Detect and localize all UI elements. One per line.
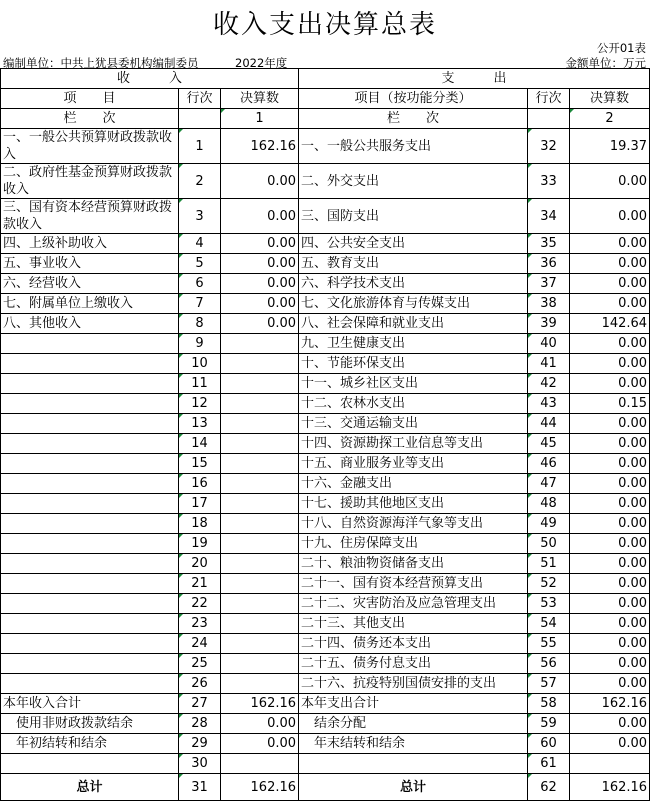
expense-column-number: 2 [570, 109, 650, 129]
expense-item-cell: 二十二、灾害防治及应急管理支出 [299, 594, 528, 614]
expense-item-cell: 七、文化旅游体育与传媒支出 [299, 294, 528, 314]
income-item-cell [1, 754, 179, 774]
income-item-cell [1, 454, 179, 474]
expense-item-cell: 二十、粮油物资储备支出 [299, 554, 528, 574]
income-item-cell [1, 394, 179, 414]
expense-item-cell: 二十四、债务还本支出 [299, 634, 528, 654]
expense-amount-cell: 0.00 [570, 534, 650, 554]
income-item-cell [1, 514, 179, 534]
table-row [1, 634, 650, 654]
expense-amount-header: 决算数 [570, 89, 650, 109]
table-row [1, 494, 650, 514]
expense-amount-cell: 0.00 [570, 474, 650, 494]
income-rowno-cell: 15 [179, 454, 221, 474]
expense-rowno-cell: 54 [528, 614, 570, 634]
income-total-rowno: 31 [179, 774, 221, 801]
expense-amount-cell: 0.00 [570, 374, 650, 394]
table-row [1, 394, 650, 414]
expense-rowno-cell: 34 [528, 199, 570, 234]
expense-amount-cell: 142.64 [570, 314, 650, 334]
expense-rowno-cell: 35 [528, 234, 570, 254]
income-rowno-cell: 27 [179, 694, 221, 714]
income-item-cell: 使用非财政拨款结余 [1, 714, 179, 734]
expense-header: 支 出 [299, 69, 650, 89]
table-row [1, 594, 650, 614]
income-lanci-rowno [179, 109, 221, 129]
income-rowno-cell: 6 [179, 274, 221, 294]
income-rowno-cell: 16 [179, 474, 221, 494]
expense-amount-cell: 0.00 [570, 274, 650, 294]
income-rowno-cell: 13 [179, 414, 221, 434]
income-amount-cell [221, 634, 299, 654]
expense-item-cell [299, 754, 528, 774]
income-rowno-cell: 18 [179, 514, 221, 534]
table-row [1, 334, 650, 354]
expense-amount-cell: 19.37 [570, 129, 650, 164]
income-amount-cell [221, 354, 299, 374]
income-total-label: 总计 [1, 774, 179, 801]
income-rowno-cell: 20 [179, 554, 221, 574]
income-rowno-cell: 21 [179, 574, 221, 594]
income-amount-cell: 0.00 [221, 199, 299, 234]
expense-amount-cell: 0.00 [570, 594, 650, 614]
income-rowno-cell: 1 [179, 129, 221, 164]
expense-rowno-cell: 42 [528, 374, 570, 394]
income-rowno-cell: 28 [179, 714, 221, 734]
income-column-number: 1 [221, 109, 299, 129]
expense-amount-cell: 0.00 [570, 734, 650, 754]
expense-rowno-cell: 32 [528, 129, 570, 164]
expense-rowno-cell: 36 [528, 254, 570, 274]
income-amount-cell [221, 594, 299, 614]
expense-amount-cell: 0.00 [570, 574, 650, 594]
income-item-cell [1, 534, 179, 554]
expense-rowno-cell: 46 [528, 454, 570, 474]
table-row [1, 254, 650, 274]
income-rowno-cell: 3 [179, 199, 221, 234]
expense-amount-cell: 0.00 [570, 454, 650, 474]
income-item-cell: 三、国有资本经营预算财政拨款收入 [1, 199, 179, 234]
expense-item-cell: 十六、金融支出 [299, 474, 528, 494]
income-rowno-cell: 7 [179, 294, 221, 314]
income-total-amount: 162.16 [221, 774, 299, 801]
income-amount-cell [221, 514, 299, 534]
expense-amount-cell: 0.00 [570, 199, 650, 234]
expense-rowno-cell: 51 [528, 554, 570, 574]
expense-item-cell: 二、外交支出 [299, 164, 528, 199]
expense-amount-cell: 0.00 [570, 554, 650, 574]
expense-item-cell: 四、公共安全支出 [299, 234, 528, 254]
table-row [1, 314, 650, 334]
income-item-cell: 年初结转和结余 [1, 734, 179, 754]
table-row [1, 454, 650, 474]
expense-amount-cell: 0.00 [570, 674, 650, 694]
income-amount-cell [221, 534, 299, 554]
expense-item-cell: 十三、交通运输支出 [299, 414, 528, 434]
income-amount-cell [221, 414, 299, 434]
table-row [1, 274, 650, 294]
income-amount-cell: 0.00 [221, 714, 299, 734]
expense-rowno-cell: 59 [528, 714, 570, 734]
table-row [1, 294, 650, 314]
expense-amount-cell: 0.00 [570, 654, 650, 674]
income-amount-cell [221, 454, 299, 474]
income-rowno-cell: 12 [179, 394, 221, 414]
income-item-cell [1, 474, 179, 494]
expense-amount-cell: 0.00 [570, 254, 650, 274]
income-item-cell [1, 574, 179, 594]
income-rowno-cell: 29 [179, 734, 221, 754]
income-lanci: 栏 次 [1, 109, 179, 129]
expense-item-cell: 十二、农林水支出 [299, 394, 528, 414]
income-item-cell [1, 674, 179, 694]
income-rowno-cell: 11 [179, 374, 221, 394]
expense-rowno-cell: 53 [528, 594, 570, 614]
table-row [1, 734, 650, 754]
income-rowno-cell: 5 [179, 254, 221, 274]
expense-rowno-cell: 39 [528, 314, 570, 334]
expense-rowno-cell: 38 [528, 294, 570, 314]
table-row [1, 474, 650, 494]
income-item-cell [1, 634, 179, 654]
expense-rowno-cell: 58 [528, 694, 570, 714]
income-rowno-cell: 26 [179, 674, 221, 694]
table-row [1, 199, 650, 234]
expense-rowno-cell: 33 [528, 164, 570, 199]
income-amount-cell: 0.00 [221, 164, 299, 199]
expense-amount-cell: 0.15 [570, 394, 650, 414]
expense-rowno-cell: 37 [528, 274, 570, 294]
expense-item-cell: 五、教育支出 [299, 254, 528, 274]
expense-item-cell: 一、一般公共服务支出 [299, 129, 528, 164]
expense-lanci: 栏 次 [299, 109, 528, 129]
expense-item-cell: 本年支出合计 [299, 694, 528, 714]
expense-rowno-cell: 47 [528, 474, 570, 494]
income-rowno-cell: 25 [179, 654, 221, 674]
expense-rowno-cell: 49 [528, 514, 570, 534]
table-row [1, 414, 650, 434]
income-amount-cell [221, 394, 299, 414]
table-row [1, 374, 650, 394]
income-rowno-cell: 23 [179, 614, 221, 634]
expense-amount-cell: 0.00 [570, 294, 650, 314]
income-item-cell: 二、政府性基金预算财政拨款收入 [1, 164, 179, 199]
income-amount-header: 决算数 [221, 89, 299, 109]
income-header: 收 入 [1, 69, 299, 89]
income-rowno-cell: 14 [179, 434, 221, 454]
expense-amount-cell [570, 754, 650, 774]
expense-item-cell: 年末结转和结余 [299, 734, 528, 754]
income-item-cell [1, 374, 179, 394]
expense-amount-cell: 0.00 [570, 714, 650, 734]
expense-amount-cell: 0.00 [570, 494, 650, 514]
income-rowno-cell: 19 [179, 534, 221, 554]
income-rowno-cell: 9 [179, 334, 221, 354]
expense-item-cell: 三、国防支出 [299, 199, 528, 234]
page-title: 收入支出决算总表 [212, 10, 437, 40]
unit-label: 编制单位：中共上犹县委机构编制委员 [3, 56, 199, 70]
table-row [1, 234, 650, 254]
income-item-cell [1, 414, 179, 434]
income-amount-cell: 162.16 [221, 129, 299, 164]
expense-item-cell: 十一、城乡社区支出 [299, 374, 528, 394]
income-item-cell: 五、事业收入 [1, 254, 179, 274]
income-item-cell: 本年收入合计 [1, 694, 179, 714]
income-item-cell: 六、经营收入 [1, 274, 179, 294]
income-item-cell [1, 334, 179, 354]
income-amount-cell [221, 574, 299, 594]
income-amount-cell: 0.00 [221, 314, 299, 334]
table-row [1, 129, 650, 164]
income-item-cell [1, 554, 179, 574]
expense-rowno-cell: 61 [528, 754, 570, 774]
expense-item-cell: 九、卫生健康支出 [299, 334, 528, 354]
income-item-cell [1, 614, 179, 634]
income-amount-cell [221, 654, 299, 674]
table-row [1, 434, 650, 454]
income-amount-cell [221, 334, 299, 354]
expense-rowno-cell: 41 [528, 354, 570, 374]
table-row [1, 754, 650, 774]
expense-item-cell: 十、节能环保支出 [299, 354, 528, 374]
expense-item-cell: 十九、住房保障支出 [299, 534, 528, 554]
expense-item-cell: 结余分配 [299, 714, 528, 734]
table-row [1, 714, 650, 734]
expense-total-label: 总计 [299, 774, 528, 801]
expense-rowno-header: 行次 [528, 89, 570, 109]
income-rowno-cell: 30 [179, 754, 221, 774]
expense-item-cell: 二十一、国有资本经营预算支出 [299, 574, 528, 594]
expense-amount-cell: 0.00 [570, 414, 650, 434]
income-amount-cell [221, 614, 299, 634]
form-number: 公开01表 [596, 41, 646, 55]
expense-rowno-cell: 50 [528, 534, 570, 554]
table-row [1, 574, 650, 594]
year-label: 2022年度 [235, 56, 288, 70]
expense-item-cell: 十五、商业服务业等支出 [299, 454, 528, 474]
table-row [1, 654, 650, 674]
income-item-header: 项 目 [1, 89, 179, 109]
expense-rowno-cell: 56 [528, 654, 570, 674]
income-item-cell [1, 434, 179, 454]
expense-total-rowno: 62 [528, 774, 570, 801]
expense-rowno-cell: 43 [528, 394, 570, 414]
expense-item-cell: 十四、资源勘探工业信息等支出 [299, 434, 528, 454]
income-item-cell: 四、上级补助收入 [1, 234, 179, 254]
income-item-cell [1, 354, 179, 374]
income-amount-cell [221, 474, 299, 494]
income-amount-cell: 0.00 [221, 274, 299, 294]
income-amount-cell: 162.16 [221, 694, 299, 714]
income-rowno-cell: 2 [179, 164, 221, 199]
expense-rowno-cell: 55 [528, 634, 570, 654]
expense-item-cell: 二十五、债务付息支出 [299, 654, 528, 674]
income-amount-cell [221, 434, 299, 454]
income-rowno-cell: 17 [179, 494, 221, 514]
income-amount-cell: 0.00 [221, 234, 299, 254]
expense-item-cell: 六、科学技术支出 [299, 274, 528, 294]
income-rowno-header: 行次 [179, 89, 221, 109]
expense-item-cell: 八、社会保障和就业支出 [299, 314, 528, 334]
income-rowno-cell: 8 [179, 314, 221, 334]
expense-item-cell: 十七、援助其他地区支出 [299, 494, 528, 514]
expense-rowno-cell: 60 [528, 734, 570, 754]
income-item-cell: 八、其他收入 [1, 314, 179, 334]
income-amount-cell [221, 494, 299, 514]
expense-rowno-cell: 48 [528, 494, 570, 514]
table-row [1, 534, 650, 554]
table-row [1, 514, 650, 534]
expense-amount-cell: 162.16 [570, 694, 650, 714]
expense-total-amount: 162.16 [570, 774, 650, 801]
table-row [1, 164, 650, 199]
table-row [1, 354, 650, 374]
income-rowno-cell: 22 [179, 594, 221, 614]
income-item-cell [1, 594, 179, 614]
expense-rowno-cell: 40 [528, 334, 570, 354]
expense-rowno-cell: 45 [528, 434, 570, 454]
summary-table [0, 68, 650, 801]
expense-amount-cell: 0.00 [570, 164, 650, 199]
expense-item-header: 项目（按功能分类） [299, 89, 528, 109]
income-amount-cell [221, 754, 299, 774]
expense-rowno-cell: 44 [528, 414, 570, 434]
expense-amount-cell: 0.00 [570, 634, 650, 654]
expense-amount-cell: 0.00 [570, 614, 650, 634]
income-item-cell: 七、附属单位上缴收入 [1, 294, 179, 314]
income-amount-cell [221, 554, 299, 574]
expense-lanci-rowno [528, 109, 570, 129]
expense-amount-cell: 0.00 [570, 354, 650, 374]
income-amount-cell: 0.00 [221, 254, 299, 274]
expense-amount-cell: 0.00 [570, 334, 650, 354]
expense-item-cell: 二十六、抗疫特别国债安排的支出 [299, 674, 528, 694]
expense-amount-cell: 0.00 [570, 514, 650, 534]
table-row [1, 694, 650, 714]
amount-unit: 金额单位：万元 [565, 56, 646, 70]
income-amount-cell [221, 674, 299, 694]
table-row [1, 614, 650, 634]
expense-item-cell: 十八、自然资源海洋气象等支出 [299, 514, 528, 534]
income-item-cell: 一、一般公共预算财政拨款收入 [1, 129, 179, 164]
income-amount-cell: 0.00 [221, 734, 299, 754]
expense-item-cell: 二十三、其他支出 [299, 614, 528, 634]
expense-amount-cell: 0.00 [570, 234, 650, 254]
income-rowno-cell: 4 [179, 234, 221, 254]
table-row [1, 674, 650, 694]
table-row [1, 554, 650, 574]
income-item-cell [1, 654, 179, 674]
income-rowno-cell: 24 [179, 634, 221, 654]
income-amount-cell [221, 374, 299, 394]
expense-rowno-cell: 57 [528, 674, 570, 694]
income-amount-cell: 0.00 [221, 294, 299, 314]
income-rowno-cell: 10 [179, 354, 221, 374]
expense-amount-cell: 0.00 [570, 434, 650, 454]
income-item-cell [1, 494, 179, 514]
expense-rowno-cell: 52 [528, 574, 570, 594]
